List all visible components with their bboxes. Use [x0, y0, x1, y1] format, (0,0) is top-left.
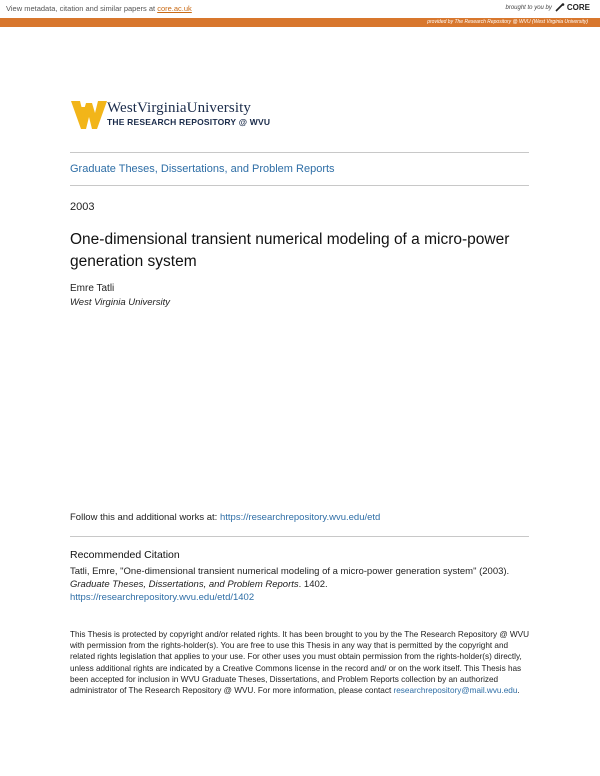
- rights-statement: [70, 629, 530, 696]
- follow-url-link[interactable]: https://researchrepository.wvu.edu/etd: [219, 512, 381, 523]
- brought-by-text: brought to you by: [505, 4, 552, 11]
- divider: [70, 152, 529, 153]
- thesis-title: One-dimensional transient numerical modeling of a micro-power generation system: [70, 231, 510, 270]
- core-metadata-text: [6, 4, 192, 13]
- provided-by-text: provided by The Research Repository @ WVU (West Virginia University): [427, 19, 588, 25]
- divider: [70, 536, 529, 537]
- university-name: WestVirginiaUniversity: [107, 100, 251, 116]
- citation-text: Tatli, Emre, "One-dimensional transient numerical modeling of a micro-power generation system" (2003).: [70, 566, 510, 577]
- recommended-citation-heading: Recommended Citation: [70, 549, 180, 561]
- publication-year: 2003: [70, 201, 95, 213]
- flying-wv-icon: [71, 99, 107, 133]
- core-logo-text: CORE: [566, 3, 590, 12]
- core-link[interactable]: core.ac.uk: [157, 4, 192, 13]
- core-logo-icon: [555, 3, 565, 12]
- follow-text: Follow this and additional works at:: [70, 512, 218, 523]
- rights-end: .: [517, 686, 520, 696]
- divider: [70, 185, 529, 186]
- core-brought-by: [506, 3, 591, 12]
- core-left-text: View metadata, citation and similar papers at: [6, 4, 156, 13]
- repository-name: THE RESEARCH REPOSITORY @ WVU: [107, 117, 271, 127]
- follow-line: [70, 512, 380, 523]
- provider-bar: [0, 18, 600, 27]
- citation-series: Graduate Theses, Dissertations, and Problem Reports: [70, 579, 299, 590]
- core-banner: [0, 0, 600, 18]
- citation-url-link[interactable]: https://researchrepository.wvu.edu/etd/1402: [70, 592, 255, 603]
- author-name: Emre Tatli: [70, 283, 115, 294]
- rights-text: This Thesis is protected by copyright and/or related rights. It has been brought to you by the The Research Repository @ WVU with permission from the rights-holder(s). You are free to use this Thesis in any way that is permitted by the copyright and related rights legislation that applies to your use. For other uses you must obtain permission from the rights-holder(s) directly, unless additional rights are indicated by a Creative Commons license in the record and/ or on the work itself. This Thesis has been accepted for inclusion in WVU Graduate Theses, Dissertations, and Problem Reports collection by an authorized administrator of The Research Repository @ WVU. For more information, please contact: [70, 630, 530, 696]
- citation-block: [70, 565, 530, 604]
- contact-email-link[interactable]: researchrepository@mail.wvu.edu: [393, 686, 518, 696]
- author-affiliation: West Virginia University: [70, 297, 170, 308]
- series-link[interactable]: Graduate Theses, Dissertations, and Problem Reports: [70, 163, 335, 175]
- core-logo[interactable]: [555, 3, 590, 12]
- citation-number: . 1402.: [298, 579, 328, 590]
- wvu-logo[interactable]: [71, 99, 301, 135]
